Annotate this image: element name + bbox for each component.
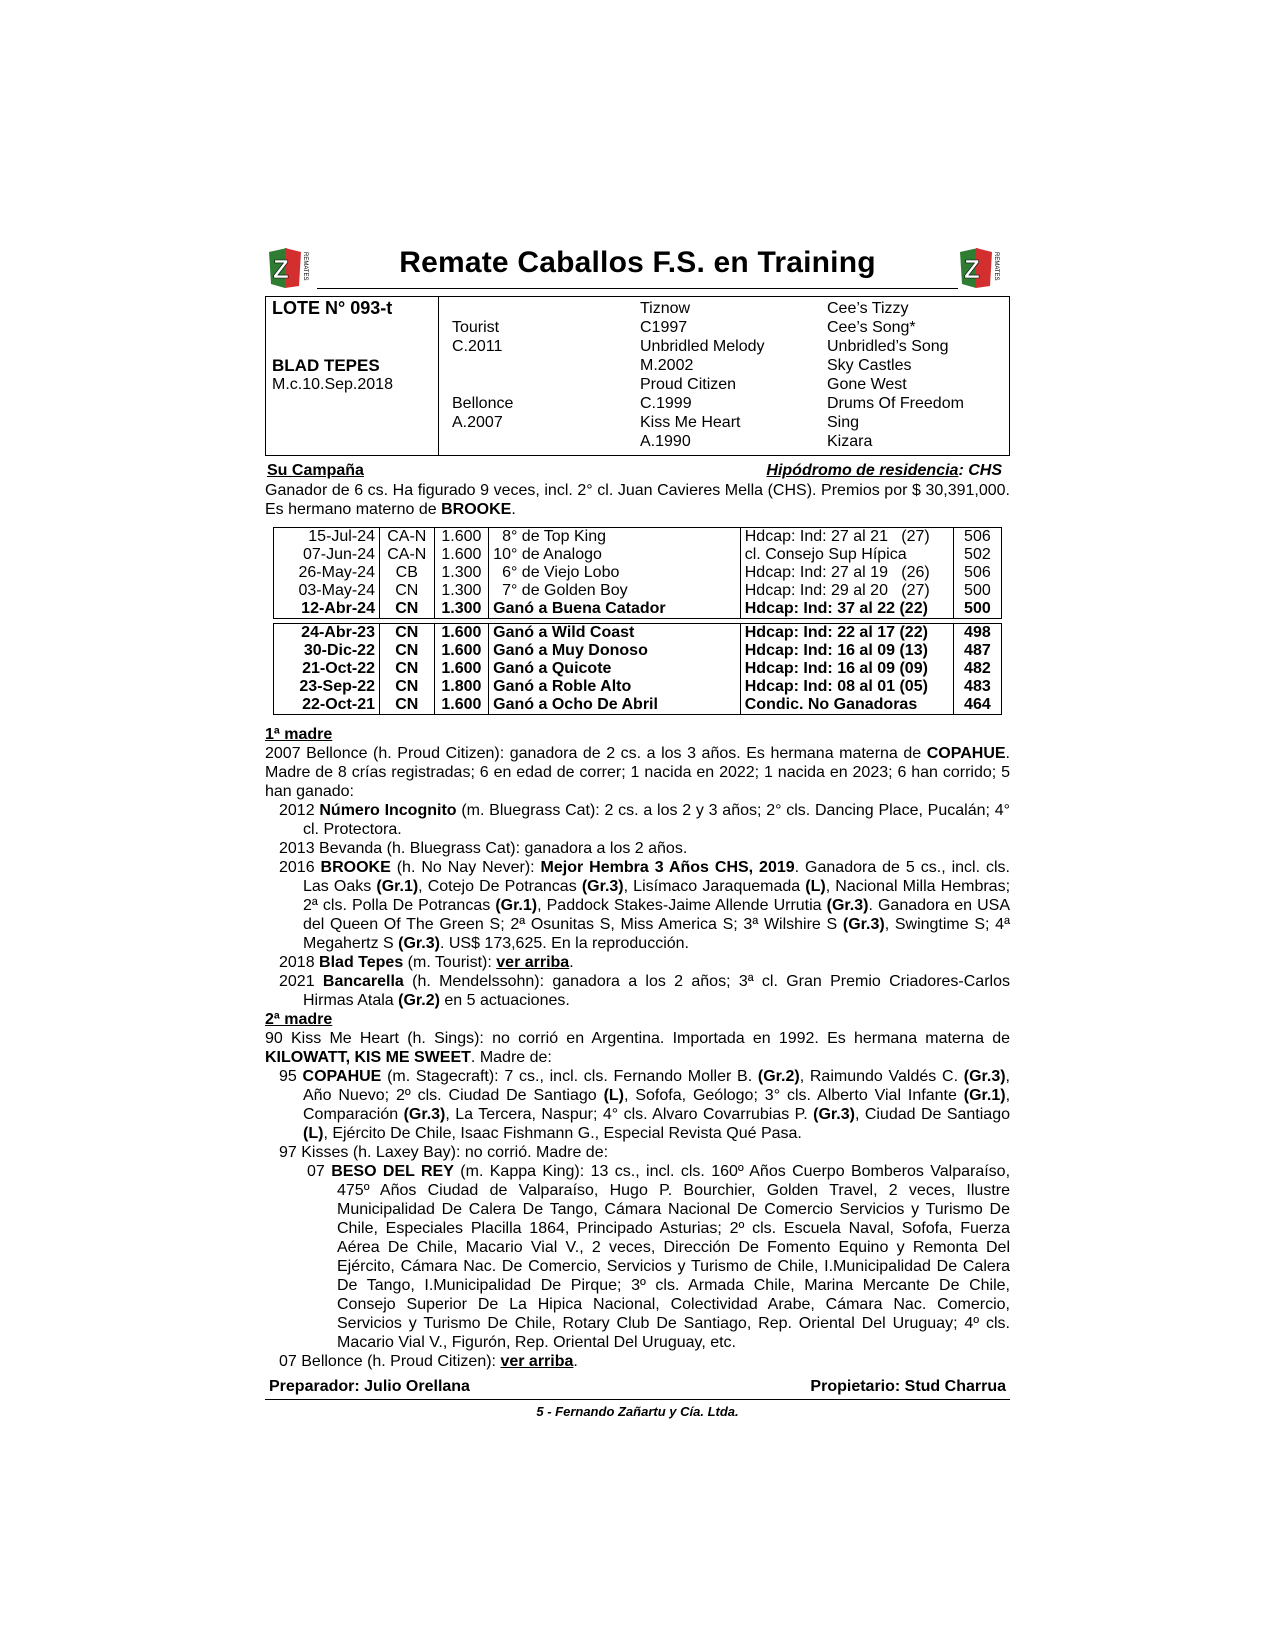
race-wt: 500: [953, 582, 1001, 600]
gen3-item: Drums Of Freedom: [827, 395, 964, 412]
gen3-item: Sing: [827, 414, 860, 431]
ver-arriba-link: ver arriba: [496, 954, 570, 971]
pedigree-parents: [452, 299, 622, 432]
race-wt: 502: [953, 546, 1001, 564]
race-cond: Hdcap: Ind: 16 al 09 (09): [740, 660, 953, 678]
gen2-item: C1997: [640, 319, 688, 336]
page-title: Remate Caballos F.S. en Training: [317, 240, 958, 289]
race-cond: Hdcap: Ind: 16 al 09 (13): [740, 642, 953, 660]
race-date: 07-Jun-24: [302, 546, 375, 563]
page-footer: 5 - Fernando Zañartu y Cía. Ltda.: [536, 1404, 739, 1419]
race-result: 8° de Top King: [489, 528, 741, 547]
produce-item: 2013 Bevanda (h. Bluegrass Cat): ganadora a los 2 años.: [279, 840, 688, 857]
race-row: [274, 564, 1002, 582]
produce-item: 2012 Número Incognito (m. Bluegrass Cat): 2 cs. a los 2 y 3 años; 2° cls. Dancing Place, Pucalán; 4° cl. Protectora.: [279, 802, 1011, 838]
sire-year: C.2011: [452, 338, 503, 355]
race-wt: 506: [953, 564, 1001, 582]
race-wt: 464: [953, 696, 1001, 715]
pedigree-great-grandparents: [827, 299, 1007, 451]
race-wt: 483: [953, 678, 1001, 696]
race-track: CN: [379, 624, 434, 643]
preparador: Preparador: Julio Orellana: [269, 1378, 470, 1395]
gen2-item: Proud Citizen: [640, 376, 737, 393]
wins-table: [273, 623, 1002, 715]
dam-name: Bellonce: [452, 395, 514, 412]
race-result: Ganó a Roble Alto: [489, 678, 741, 696]
race-row: [274, 660, 1002, 678]
first-dam-paragraph: 2007 Bellonce (h. Proud Citizen): ganadora de 2 cs. a los 3 años. Es hermana materna de COPAHUE. Madre de 8 crías registradas; 6 en edad de correr; 1 nacida en 2022; 1 nacida en 2023; 6 han corrido; 5 han ganado:: [265, 745, 1010, 800]
second-dam-paragraph: 90 Kiss Me Heart (h. Sings): no corrió en Argentina. Importada en 1992. Es hermana materna de KILOWATT, KIS ME SWEET. Madre de:: [265, 1030, 1010, 1066]
recent-races-table: [273, 527, 1002, 619]
race-row: [274, 642, 1002, 660]
race-track: CA-N: [379, 528, 434, 547]
race-result: 6° de Viejo Lobo: [489, 564, 741, 582]
gen2-item: Unbridled Melody: [640, 338, 765, 355]
second-dam-title: 2ª madre: [265, 1011, 333, 1028]
race-cond: Condic. No Ganadoras: [740, 696, 953, 715]
race-wt: 506: [953, 528, 1001, 547]
race-track: CN: [379, 600, 434, 619]
lot-footer: [265, 1377, 1010, 1400]
race-track: CN: [379, 660, 434, 678]
gen3-item: Cee’s Tizzy: [827, 300, 909, 317]
race-date: 23-Sep-22: [299, 678, 375, 695]
race-track: CN: [379, 642, 434, 660]
campaign-summary: Ganador de 6 cs. Ha figurado 9 veces, incl. 2° cl. Juan Cavieres Mella (CHS). Premios por $ 30,391,000. Es hermano materno de BROOKE.: [265, 482, 1010, 518]
produce-item: 95 COPAHUE (m. Stagecraft): 7 cs., incl. cls. Fernando Moller B. (Gr.2), Raimundo Valdés C. (Gr.3), Año Nuevo; 2º cls. Ciudad De Santiago (L), Sofofa, Geólogo; 3° cls. Alberto Vial Infante (Gr.1), Comparación (Gr.3), La Tercera, Naspur; 4° cls. Alvaro Covarrubias P. (Gr.3), Ciudad De Santiago (L), Ejército De Chile, Isaac Fishmann G., Especial Revista Qué Pasa.: [279, 1068, 1011, 1142]
race-result: Ganó a Ocho De Abril: [489, 696, 741, 715]
second-dam-section: [265, 1010, 1010, 1371]
gen2-item: Kiss Me Heart: [640, 414, 741, 431]
gen3-item: Sky Castles: [827, 357, 912, 374]
produce-item: 2018 Blad Tepes (m. Tourist): ver arriba.: [279, 954, 574, 971]
race-row: [274, 600, 1002, 619]
produce-item: 97 Kisses (h. Laxey Bay): no corrió. Madre de:: [279, 1144, 609, 1161]
race-row: [274, 678, 1002, 696]
first-dam-section: [265, 725, 1010, 1010]
race-dist: 1.300: [434, 582, 489, 600]
race-cond: Hdcap: Ind: 29 al 20 (27): [740, 582, 953, 600]
gen2-item: Tiznow: [640, 300, 691, 317]
remates-logo-icon: [265, 244, 319, 290]
remates-logo-icon: [956, 244, 1010, 290]
produce-item: 07 Bellonce (h. Proud Citizen): ver arriba.: [279, 1353, 578, 1370]
race-date: 30-Dic-22: [303, 642, 375, 659]
race-row: [274, 528, 1002, 547]
produce-item: 2021 Bancarella (h. Mendelssohn): ganadora a los 2 años; 3ª cl. Gran Premio Criadores-Carlos Hirmas Atala (Gr.2) en 5 actuaciones.: [279, 973, 1010, 1009]
logo-left-letters: REMATES: [302, 252, 308, 281]
pedigree-grandparents: [640, 299, 830, 451]
race-row: [274, 546, 1002, 564]
race-dist: 1.600: [434, 546, 489, 564]
race-cond: Hdcap: Ind: 22 al 17 (22): [740, 624, 953, 643]
pedigree-box: [265, 296, 1010, 456]
propietario: Propietario: Stud Charrua: [810, 1378, 1006, 1395]
race-result: Ganó a Buena Catador: [489, 600, 741, 619]
gen3-item: Kizara: [827, 433, 873, 450]
race-track: CN: [379, 678, 434, 696]
race-dist: 1.600: [434, 696, 489, 715]
race-date: 15-Jul-24: [308, 528, 375, 545]
svg-text:Z: Z: [964, 254, 980, 284]
residence: Hipódromo de residencia: CHS: [766, 462, 1002, 479]
race-date: 22-Oct-21: [302, 696, 375, 713]
gen3-item: Gone West: [827, 376, 907, 393]
race-row: [274, 696, 1002, 715]
race-track: CA-N: [379, 546, 434, 564]
race-dist: 1.600: [434, 660, 489, 678]
race-wt: 482: [953, 660, 1001, 678]
race-dist: 1.300: [434, 600, 489, 619]
race-cond: Hdcap: Ind: 27 al 21 (27): [740, 528, 953, 547]
race-result: 7° de Golden Boy: [489, 582, 741, 600]
race-result: Ganó a Muy Donoso: [489, 642, 741, 660]
race-track: CN: [379, 696, 434, 715]
gen3-item: Cee’s Song*: [827, 319, 916, 336]
race-result: Ganó a Quicote: [489, 660, 741, 678]
race-cond: Hdcap: Ind: 08 al 01 (05): [740, 678, 953, 696]
gen2-item: A.1990: [640, 433, 691, 450]
pedigree-subject: [272, 299, 442, 394]
race-cond: Hdcap: Ind: 27 al 19 (26): [740, 564, 953, 582]
race-result: Ganó a Wild Coast: [489, 624, 741, 643]
race-result: 10° de Analogo: [489, 546, 741, 564]
produce-subitem: 07 BESO DEL REY (m. Kappa King): 13 cs., incl. cls. 160º Años Cuerpo Bomberos Valparaíso, 475º Años Ciudad de Valparaíso, Hugo P. Bourchier, Golden Travel, 2 veces, Ilustre Municipalidad De Calera De Tango, Cámara Nacional De Comercio Servicios y Turismo De Chile, Especiales Placilla 1864, Principado Asturias; 2º cls. Escuela Naval, Sofofa, Fuerza Aérea De Chile, Macario Vial V., 2 veces, Dirección De Fomento Equino y Remonta Del Ejército, Cámara Nac. De Comercio, Servicios y Turismo de Chile, I.Municipalidad De Calera De Tango, I.Municipalidad De Pirque; 3º cls. Armada Chile, Marina Mercante De Chile, Consejo Superior De La Hipica Nacional, Colectividad Arabe, Cámara Nac. Comercio, Servicios y Turismo De Chile, Rotary Club De Santiago, Rep. Oriental Del Uruguay; 4º cls. Macario Vial V., Figurón, Rep. Oriental Del Uruguay, etc.: [307, 1163, 1011, 1351]
produce-item: 2016 BROOKE (h. No Nay Never): Mejor Hembra 3 Años CHS, 2019. Ganadora de 5 cs., incl. cls. Las Oaks (Gr.1), Cotejo De Potrancas (Gr.3), Lisímaco Jaraquemada (L), Nacional Milla Hembras; 2ª cls. Polla De Potrancas (Gr.1), Paddock Stakes-Jaime Allende Urrutia (Gr.3). Ganadora en USA del Queen Of The Green S; 2ª Osunitas S, Miss America S; 3ª Wilshire S (Gr.3), Swingtime S; 4ª Megahertz S (Gr.3). US$ 173,625. En la reproducción.: [279, 859, 1011, 952]
page-header: [265, 240, 1010, 290]
race-dist: 1.600: [434, 528, 489, 547]
lote-number: LOTE N° 093-t: [272, 298, 393, 318]
catalog-page: [265, 240, 1010, 1419]
dam-year: A.2007: [452, 414, 503, 431]
ver-arriba-link: ver arriba: [500, 1353, 574, 1370]
race-dist: 1.800: [434, 678, 489, 696]
race-date: 21-Oct-22: [302, 660, 375, 677]
race-date: 26-May-24: [298, 564, 375, 581]
race-wt: 500: [953, 600, 1001, 619]
race-date: 03-May-24: [298, 582, 375, 599]
race-date: 24-Abr-23: [301, 624, 375, 641]
first-dam-title: 1ª madre: [265, 726, 333, 743]
race-dist: 1.600: [434, 624, 489, 643]
race-row: [274, 582, 1002, 600]
campaign-header: [265, 462, 1010, 481]
gen2-item: M.2002: [640, 357, 694, 374]
race-row: [274, 624, 1002, 643]
gen3-item: Unbridled’s Song: [827, 338, 949, 355]
race-date: 12-Abr-24: [301, 600, 375, 617]
svg-text:Z: Z: [273, 254, 289, 284]
race-cond: cl. Consejo Sup Hípica: [740, 546, 953, 564]
race-track: CN: [379, 582, 434, 600]
sire-name: Tourist: [452, 319, 500, 336]
race-wt: 487: [953, 642, 1001, 660]
race-dist: 1.300: [434, 564, 489, 582]
race-cond: Hdcap: Ind: 37 al 22 (22): [740, 600, 953, 619]
race-track: CB: [379, 564, 434, 582]
horse-info: M.c.10.Sep.2018: [272, 376, 393, 393]
campaign-title: Su Campaña: [267, 462, 364, 479]
race-dist: 1.600: [434, 642, 489, 660]
gen2-item: C.1999: [640, 395, 692, 412]
race-wt: 498: [953, 624, 1001, 643]
horse-name: BLAD TEPES: [272, 356, 380, 375]
logo-right-letters: REMATES: [993, 252, 999, 281]
